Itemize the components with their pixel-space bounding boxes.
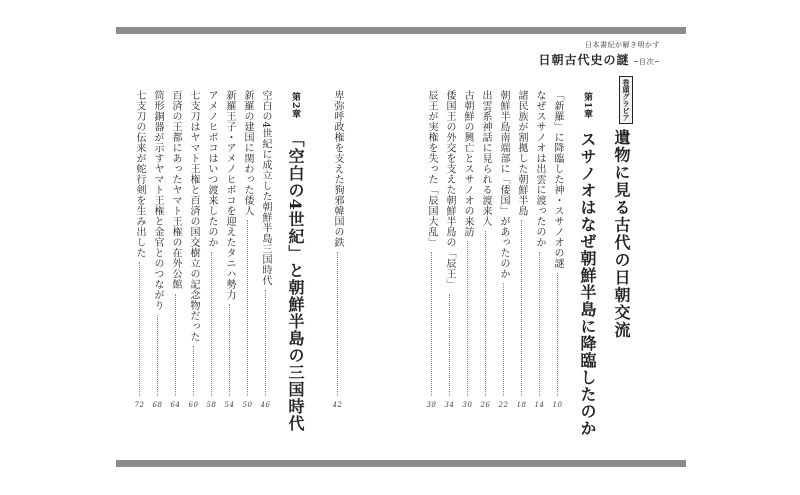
prologue-title: 遺物に見る古代の日朝交流 [612, 129, 631, 339]
chapter2-title: 「空白の4世紀」と朝鮮半島の三国時代 [286, 130, 305, 432]
toc-item[interactable]: 古朝鮮の興亡とスサノオの来訪 30 [462, 90, 473, 409]
leader-dots [449, 294, 450, 397]
toc-prologue[interactable] [610, 76, 633, 339]
leader-dots [247, 220, 248, 396]
toc-item[interactable]: 空白の4世紀に成立した朝鮮半島三国時代 46 [260, 90, 271, 409]
leader-dots [521, 220, 522, 396]
toc-item[interactable]: 新羅の建国に関わった倭人 50 [242, 90, 253, 409]
leader-dots [431, 252, 432, 397]
toc-item[interactable]: 七支刀の伝来が蛇行剣を生み出した 72 [134, 90, 145, 409]
leader-dots [139, 262, 140, 396]
page-number: 64 [170, 401, 181, 409]
toc-item[interactable]: 諸民族が割拠した朝鮮半島 18 [516, 90, 527, 409]
page-header [539, 40, 660, 68]
page-number: 68 [152, 401, 163, 409]
toc-item[interactable]: 辰王が実権を失った「辰国大乱」 38 [426, 90, 437, 409]
page-number: 14 [534, 401, 545, 409]
toc-item[interactable]: 出雲系神話に見られる渡来人 26 [480, 90, 491, 409]
toc-item[interactable]: なぜスサノオは出雲に渡ったのか 14 [534, 90, 545, 409]
chapter2-number: 第2章 [290, 92, 300, 120]
leader-dots [557, 273, 558, 397]
toc-item[interactable]: 百済の王都にあったヤマト王権の在外公館 64 [170, 90, 181, 409]
toc-item[interactable]: 倭国王の外交を支えた朝鮮半島の「辰王」 34 [444, 90, 455, 409]
page-number: 46 [260, 401, 271, 409]
leader-dots [211, 252, 212, 397]
leader-dots [467, 241, 468, 396]
toc-label: ─目次─ [633, 58, 660, 66]
page-number: 22 [498, 401, 509, 409]
page-number: 10 [552, 401, 563, 409]
leader-dots [157, 315, 158, 397]
toc-interlude[interactable]: 卑弥呼政権を支えた狗邪韓国の鉄 42 [332, 90, 343, 409]
page-number: 38 [426, 401, 437, 409]
leader-dots [175, 294, 176, 397]
page-number: 18 [516, 401, 527, 409]
leader-dots [503, 283, 504, 396]
chapter1-heading[interactable] [576, 92, 599, 437]
page-number: 54 [224, 401, 235, 409]
page-number: 30 [462, 401, 473, 409]
page-number: 34 [444, 401, 455, 409]
toc-item[interactable]: アメノヒボコはいつ渡来したのか 58 [206, 90, 217, 409]
leader-dots [539, 252, 540, 397]
page-number: 60 [188, 401, 199, 409]
chapter1-number: 第1章 [582, 92, 592, 120]
book-subtitle: 日本書紀が解き明かす [585, 41, 660, 49]
toc-item[interactable]: 「新羅」に降臨した神・スサノオの謎 10 [552, 90, 563, 409]
leader-dots [485, 231, 486, 397]
prologue-badge: 巻頭グラビア [619, 76, 633, 124]
chapter2-heading[interactable] [284, 92, 307, 432]
leader-dots [265, 290, 266, 396]
leader-dots [229, 304, 230, 396]
chapter1-title: スサノオはなぜ朝鮮半島に降臨したのか [578, 130, 597, 437]
leader-dots [193, 346, 194, 396]
page-number: 58 [206, 401, 217, 409]
top-rule [116, 27, 686, 34]
toc-item[interactable]: 新羅王子・アメノヒボコを迎えたタニハ勢力 54 [224, 90, 235, 409]
bottom-rule [116, 460, 686, 467]
toc-item[interactable]: 朝鮮半島南端部に「倭国」があったのか 22 [498, 90, 509, 409]
page-number: 72 [134, 401, 145, 409]
book-title-text: 日朝古代史の謎 [538, 53, 630, 67]
toc-item[interactable]: 七支刀はヤマト王権と百済の国交樹立の記念物だった 60 [188, 90, 199, 409]
page-number: 26 [480, 401, 491, 409]
leader-dots [337, 252, 338, 397]
page-number: 42 [332, 401, 343, 409]
book-title [539, 51, 660, 68]
toc-item[interactable]: 筒形銅器が示すヤマト王権と金官とのつながり 68 [152, 90, 163, 409]
page-number: 50 [242, 401, 253, 409]
